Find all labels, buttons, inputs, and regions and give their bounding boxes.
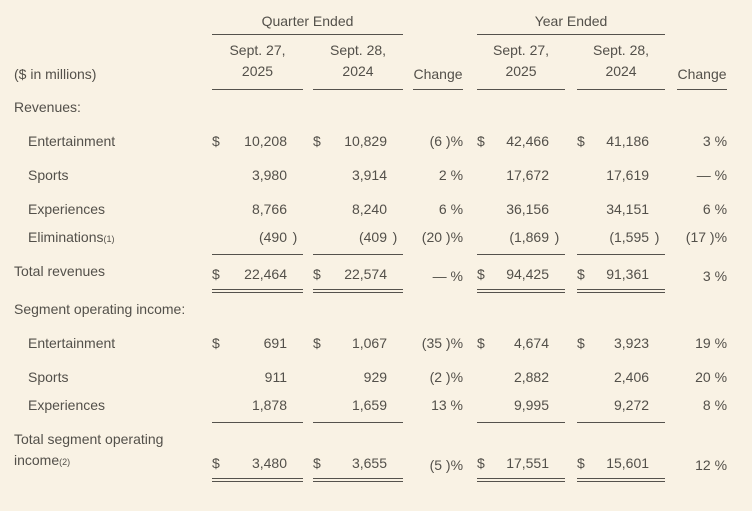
cell-y2024: [577, 124, 665, 158]
row-label-text: Total revenues: [14, 263, 106, 279]
cell-y2025: [477, 394, 565, 422]
cell-qchg: 13 %: [431, 397, 464, 413]
currency-symbol: $: [313, 455, 321, 471]
cell-value: 3,480: [251, 455, 287, 471]
cell-q2025: [212, 158, 303, 192]
row-footnote-marker: (1): [103, 234, 115, 244]
quarter-change-header: Change: [413, 34, 463, 89]
cell-value: 10,208: [244, 133, 287, 149]
row-label: [14, 192, 210, 226]
table-row: [14, 326, 727, 360]
cell-q2024: [313, 326, 403, 360]
cell-value: 691: [263, 335, 287, 351]
year-change-header: Change: [677, 34, 727, 89]
table-row: [14, 360, 727, 394]
cell-q2025: [212, 226, 303, 254]
cell-value: 3,914: [351, 167, 388, 183]
cell-ychg: 3 %: [702, 133, 728, 149]
cell-q2024: [313, 158, 403, 192]
row-footnote-marker: (2): [59, 457, 71, 467]
currency-symbol: $: [212, 133, 220, 149]
row-label-text: Entertainment: [28, 133, 116, 149]
corner-spacer: [14, 8, 210, 34]
column-header-row: [14, 34, 727, 89]
cell-qchg: 2 %: [438, 167, 464, 183]
currency-symbol: $: [313, 335, 321, 351]
currency-symbol: $: [212, 335, 220, 351]
cell-y2025: [477, 89, 565, 124]
cell-ychg: 8 %: [702, 397, 728, 413]
cell-value: 94,425: [506, 266, 550, 282]
cell-y2024: [577, 89, 665, 124]
financial-results-table: [14, 8, 727, 482]
cell-y2025: [477, 422, 565, 480]
cell-qchg: (20 )%: [421, 229, 464, 245]
cell-q2024: [313, 291, 403, 326]
cell-value: 9,272: [613, 396, 650, 413]
table-row: [14, 254, 727, 291]
cell-value: 3,980: [251, 167, 287, 183]
cell-y2025: [477, 158, 565, 192]
cell-ychg: [677, 291, 727, 326]
cell-value: 22,464: [244, 266, 287, 282]
currency-symbol: $: [577, 335, 585, 351]
cell-q2024: [313, 394, 403, 422]
cell-ychg: (17 )%: [685, 229, 728, 245]
cell-value: 17,619: [606, 167, 650, 183]
cell-value: 2,882: [513, 369, 550, 385]
cell-q2024: [313, 124, 403, 158]
cell-q2024: [313, 422, 403, 480]
cell-qchg: — %: [432, 268, 464, 284]
cell-ychg: [677, 89, 727, 124]
currency-symbol: $: [477, 266, 485, 282]
row-label-text: Total segment operating income: [14, 431, 164, 468]
cell-q2025: [212, 89, 303, 124]
currency-symbol: $: [313, 133, 321, 149]
cell-q2025: [212, 254, 303, 291]
table-row: [14, 124, 727, 158]
cell-value: 4,674: [513, 335, 550, 351]
cell-q2024: [313, 360, 403, 394]
paren-suffix: ): [292, 228, 298, 245]
row-label: [14, 226, 210, 254]
row-label-text: Sports: [28, 167, 69, 183]
cell-q2024: [313, 226, 403, 254]
cell-y2025: [477, 192, 565, 226]
year-prior-date-header: Sept. 28, 2024: [577, 34, 665, 89]
table-row: [14, 394, 727, 422]
row-label: [14, 291, 210, 326]
cell-y2024: [577, 360, 665, 394]
cell-value: 1,659: [351, 396, 388, 413]
cell-value: 8,766: [251, 201, 287, 217]
cell-y2024: [577, 422, 665, 480]
cell-value: 17,672: [506, 167, 550, 183]
cell-q2025: [212, 326, 303, 360]
row-label: [14, 422, 210, 480]
currency-symbol: $: [577, 133, 585, 149]
currency-symbol: $: [477, 133, 485, 149]
cell-qchg: [413, 291, 463, 326]
cell-q2024: [313, 89, 403, 124]
paren-suffix: ): [654, 228, 660, 245]
row-label-text: Segment operating income:: [14, 300, 186, 317]
year-ended-header: Year Ended: [477, 8, 665, 34]
currency-symbol: $: [212, 266, 220, 282]
table-row: [14, 226, 727, 254]
currency-symbol: $: [313, 266, 321, 282]
table-row: [14, 158, 727, 192]
cell-qchg: (35 )%: [421, 335, 464, 351]
cell-q2025: [212, 360, 303, 394]
cell-q2025: [212, 422, 303, 480]
currency-symbol: $: [577, 455, 585, 471]
units-label: ($ in millions): [14, 66, 97, 82]
cell-value: 17,551: [506, 455, 550, 471]
cell-value: 8,240: [351, 201, 388, 217]
row-label: [14, 124, 210, 158]
cell-value: (409: [358, 228, 388, 245]
cell-qchg: (2 )%: [429, 369, 464, 385]
row-label-text: Experiences: [28, 397, 106, 413]
cell-ychg: 3 %: [702, 268, 728, 284]
table-row: [14, 422, 727, 480]
cell-qchg: (6 )%: [429, 133, 464, 149]
row-label: [14, 360, 210, 394]
cell-y2024: [577, 158, 665, 192]
cell-q2025: [212, 394, 303, 422]
cell-ychg: — %: [696, 167, 728, 183]
cell-q2025: [212, 192, 303, 226]
cell-y2024: [577, 226, 665, 254]
cell-ychg: 20 %: [695, 369, 728, 385]
quarter-current-date-header: Sept. 27, 2025: [212, 34, 303, 89]
cell-ychg: 12 %: [695, 457, 728, 473]
paren-suffix: ): [392, 228, 398, 245]
table-row: [14, 291, 727, 326]
cell-y2024: [577, 192, 665, 226]
cell-q2024: [313, 192, 403, 226]
cell-value: 34,151: [606, 201, 650, 217]
cell-value: 911: [264, 369, 287, 385]
cell-q2025: [212, 124, 303, 158]
row-label-text: Eliminations: [28, 229, 104, 245]
cell-y2025: [477, 124, 565, 158]
cell-value: 1,067: [351, 335, 388, 351]
row-label: [14, 89, 210, 124]
cell-y2025: [477, 291, 565, 326]
cell-value: 9,995: [513, 396, 550, 413]
row-label-text: Experiences: [28, 201, 106, 217]
currency-symbol: $: [577, 266, 585, 282]
quarter-ended-header: Quarter Ended: [212, 8, 403, 34]
table-row: [14, 89, 727, 124]
cell-q2024: [313, 254, 403, 291]
cell-value: (1,869: [509, 228, 550, 245]
cell-value: (490: [258, 228, 287, 245]
cell-ychg: 19 %: [695, 335, 728, 351]
currency-symbol: $: [477, 455, 485, 471]
cell-y2024: [577, 394, 665, 422]
cell-y2025: [477, 254, 565, 291]
currency-symbol: $: [212, 455, 220, 471]
cell-value: 10,829: [344, 133, 388, 149]
cell-value: 3,923: [613, 335, 650, 351]
cell-value: 36,156: [506, 201, 550, 217]
cell-ychg: 6 %: [702, 201, 728, 217]
currency-symbol: $: [477, 335, 485, 351]
cell-qchg: (5 )%: [429, 457, 464, 473]
cell-value: 929: [363, 369, 388, 385]
cell-q2025: [212, 291, 303, 326]
cell-value: 2,406: [613, 369, 650, 385]
group-header-row: [14, 8, 727, 34]
cell-value: (1,595: [609, 228, 650, 245]
row-label-text: Revenues:: [14, 98, 81, 115]
cell-value: 1,878: [251, 396, 287, 413]
cell-y2025: [477, 226, 565, 254]
row-label: [14, 158, 210, 192]
paren-suffix: ): [554, 228, 560, 245]
cell-value: 41,186: [606, 133, 650, 149]
quarter-prior-date-header: Sept. 28, 2024: [313, 34, 403, 89]
cell-value: 15,601: [606, 455, 650, 471]
cell-y2025: [477, 326, 565, 360]
cell-value: 91,361: [606, 266, 650, 282]
cell-value: 42,466: [506, 133, 550, 149]
row-label-text: Entertainment: [28, 335, 116, 351]
cell-y2025: [477, 360, 565, 394]
year-current-date-header: Sept. 27, 2025: [477, 34, 565, 89]
cell-qchg: [413, 89, 463, 124]
table-row: [14, 192, 727, 226]
cell-value: 3,655: [351, 455, 388, 471]
row-label: [14, 254, 210, 291]
row-label-text: Sports: [28, 369, 69, 385]
row-label: [14, 394, 210, 422]
cell-y2024: [577, 291, 665, 326]
cell-y2024: [577, 254, 665, 291]
cell-y2024: [577, 326, 665, 360]
cell-value: 22,574: [344, 266, 388, 282]
row-label: [14, 326, 210, 360]
cell-qchg: 6 %: [438, 201, 464, 217]
table-body: [14, 89, 727, 480]
